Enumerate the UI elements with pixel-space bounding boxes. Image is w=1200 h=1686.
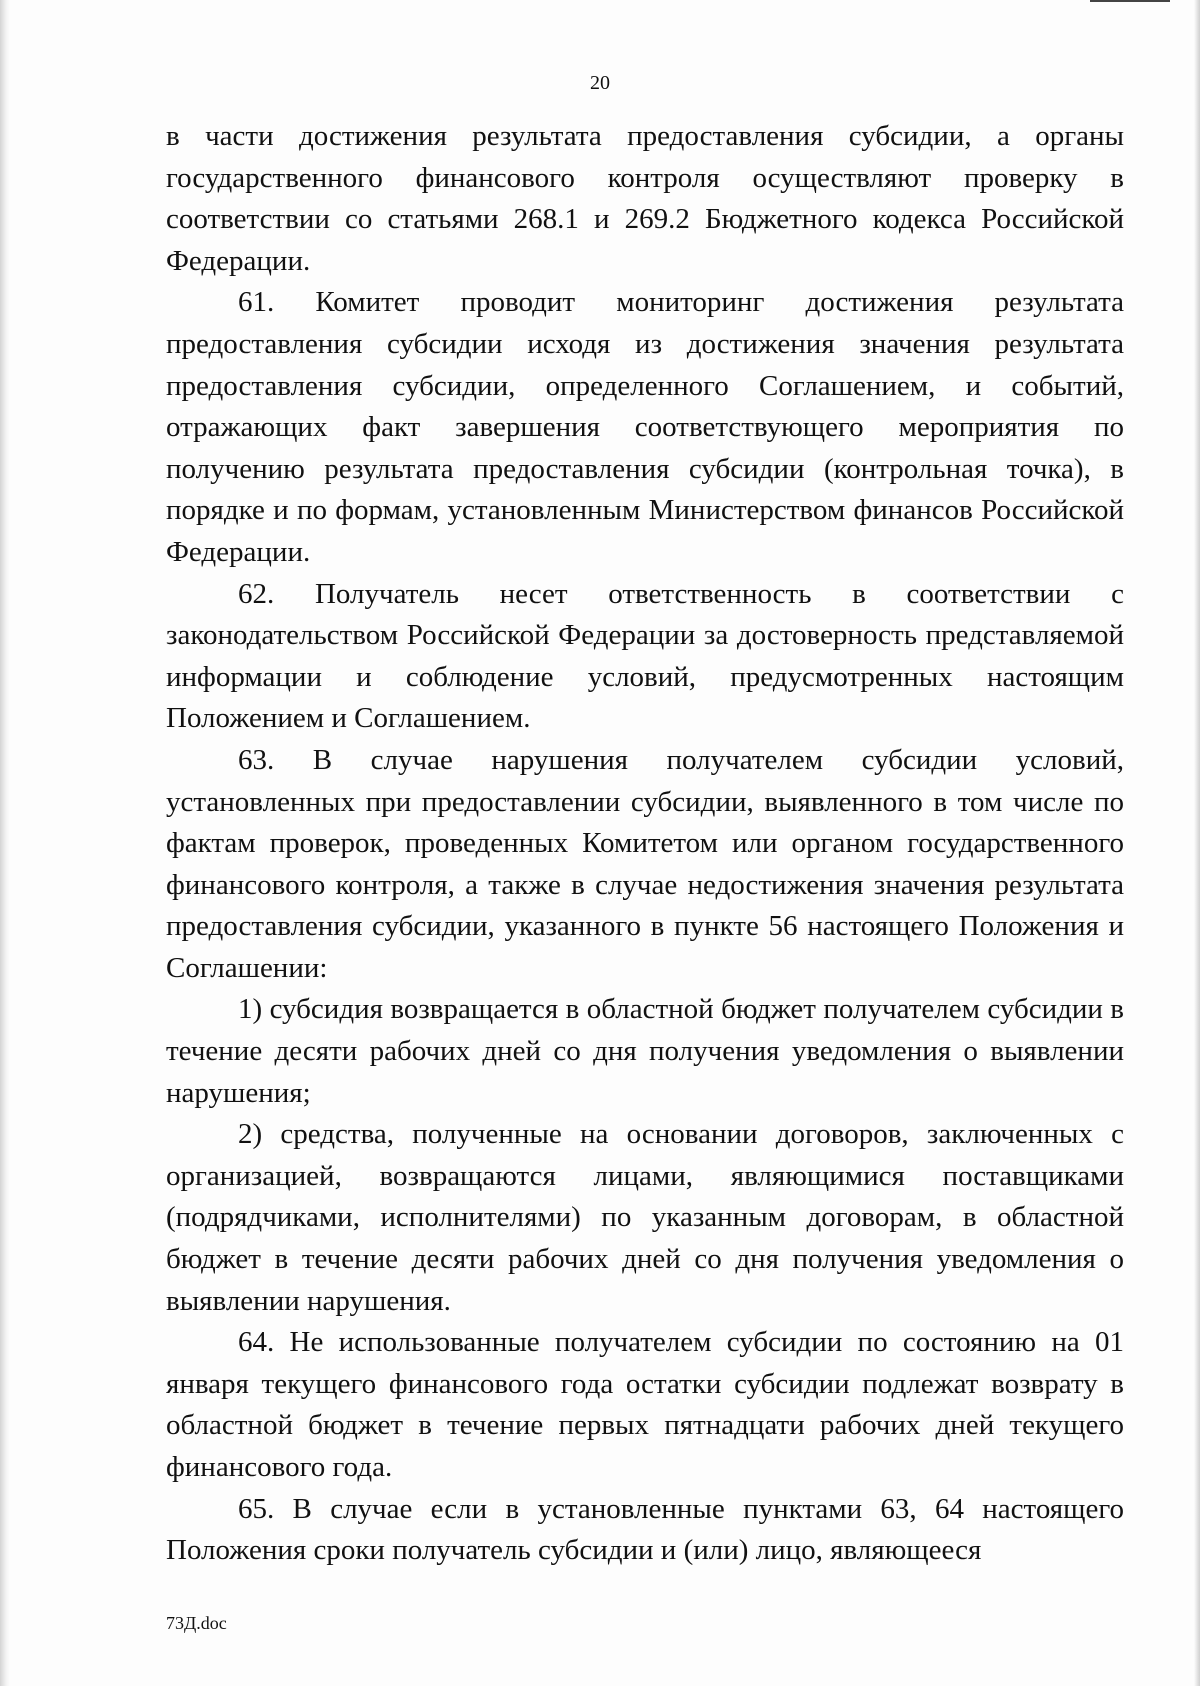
scan-edge-right <box>1194 0 1200 1686</box>
paragraph-62: 62. Получатель несет ответственность в соответствии с законодательством Российской Федерации за достоверность представляемой информации и соблюдение условий, предусмотренных настоящим Положением и Соглашением. <box>166 577 1124 735</box>
footer-filename: 73Д.doc <box>166 1613 227 1633</box>
list-item-2: 2) средства, полученные на основании договоров, заключенных с организацией, возвращаются лицами, являющимися поставщиками (подрядчиками, исполнителями) по указанным договорам, в областной бюджет в течение десяти рабочих дней со дня получения уведомления о выявлении нарушения. <box>166 1118 1124 1317</box>
list-item-1: 1) субсидия возвращается в областной бюджет получателем субсидии в течение десяти рабочих дней со дня получения уведомления о выявлении нарушения; <box>166 993 1124 1109</box>
paragraph-65: 65. В случае если в установленные пунктами 63, 64 настоящего Положения сроки получатель субсидии и (или) лицо, являющееся <box>166 1492 1124 1567</box>
paragraph-61: 61. Комитет проводит мониторинг достижения результата предоставления субсидии исходя из достижения значения результата предоставления субсидии, определенного Соглашением, и событий, отражающих факт завершения соответствующего мероприятия по получению результата предоставления субсидии (контрольная точка), в порядке и по формам, установленным Министерством финансов Российской Федерации. <box>166 286 1124 568</box>
page-number: 20 <box>590 72 610 94</box>
paragraph-continuation: в части достижения результата предоставления субсидии, а органы государственного финансового контроля осуществляют проверку в соответствии со статьями 268.1 и 269.2 Бюджетного кодекса Российской Федерации. <box>166 120 1124 277</box>
document-body <box>166 116 1124 1572</box>
paragraph-63: 63. В случае нарушения получателем субсидии условий, установленных при предоставлении субсидии, выявленного в том числе по фактам проверок, проведенных Комитетом или органом государственного финансового контроля, а также в случае недостижения значения результата предоставления субсидии, указанного в пункте 56 настоящего Положения и Соглашении: <box>166 743 1124 984</box>
paragraph-64: 64. Не использованные получателем субсидии по состоянию на 01 января текущего финансового года остатки субсидии подлежат возврату в областной бюджет в течение первых пятнадцати рабочих дней текущего финансового года. <box>166 1326 1124 1483</box>
scan-corner-mark <box>1090 0 1170 2</box>
scan-edge-left <box>0 0 10 1686</box>
